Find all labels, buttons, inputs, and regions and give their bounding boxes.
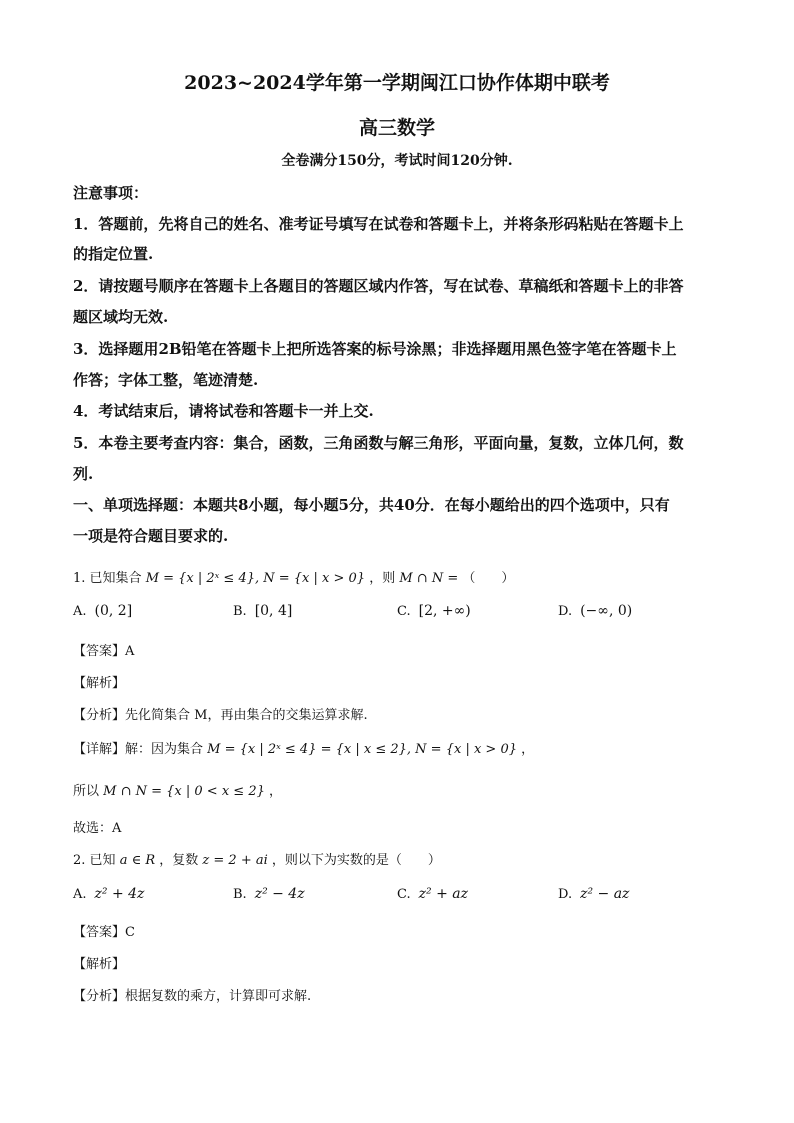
question-1-stem [73,567,514,586]
q2-answer: 【答案】C [73,925,135,940]
q1-fenxi: 【分析】先化简集合 M，再由集合的交集运算求解. [73,708,368,723]
q1-answer: 【答案】A [73,644,135,659]
q2-answer-value: C [125,925,135,940]
section-heading: 一、单项选择题：本题共8小题，每小题5分，共40分．在每小题给出的四个选项中，只有 [73,496,670,514]
q1-mid: ，则 [369,571,396,586]
q1-detail: 【详解】解：因为集合 M = {x | 2ˣ ≤ 4} = {x | x ≤ 2}, N = {x | x > 0} ， [73,742,535,757]
q2-option-a: A. z² + 4z [73,886,145,902]
notice-line: 2．请按题号顺序在答题卡上各题目的答题区域内作答，写在试卷、草稿纸和答题卡上的非答 [73,277,684,295]
q1-analysis-tag: 【解析】 [73,676,126,691]
q1-prefix: 1. 已知集合 [73,571,142,586]
q2-option-b: B. z² − 4z [233,886,305,902]
notice-line: 4．考试结束后，请将试卷和答题卡一并上交. [73,402,374,420]
q2-analysis-tag: 【解析】 [73,957,126,972]
q2-option-c: C. z² + az [397,886,468,902]
notice-line: 3．选择题用2B铅笔在答题卡上把所选答案的标号涂黑；非选择题用黑色签字笔在答题卡上 [73,340,677,358]
score-info: 全卷满分150分，考试时间120分钟. [281,153,513,169]
q2-condition: a ∈ R [119,853,156,868]
q2-option-d: D. z² − az [558,886,630,902]
q1-option-d: D. (−∞, 0) [558,603,633,619]
q2-complex: z = 2 + ai [202,853,268,868]
notice-line: 1．答题前，先将自己的姓名、准考证号填写在试卷和答题卡上，并将条形码粘贴在答题卡上 [73,215,684,233]
exam-title: 2023~2024学年第一学期闽江口协作体期中联考 [184,72,610,94]
q1-conclusion: 所以 M ∩ N = {x | 0 < x ≤ 2} ， [73,784,283,799]
q1-bracket: （ ） [462,571,515,586]
q1-detail-math: M = {x | 2ˣ ≤ 4} = {x | x ≤ 2}, N = {x | x > 0} [207,742,517,757]
q1-choice: 故选：A [73,821,122,836]
q1-option-b: B. [0, 4] [233,603,293,619]
q1-option-a: A. (0, 2] [73,603,133,619]
q1-result-math: M ∩ N = {x | 0 < x ≤ 2} [103,784,265,799]
notice-line: 5．本卷主要考查内容：集合，函数，三角函数与解三角形，平面向量，复数，立体几何，数 [73,434,684,452]
q1-option-c: C. [2, +∞) [397,603,471,619]
notice-line: 列. [73,465,94,483]
notice-heading: 注意事项： [73,184,149,202]
q2-fenxi: 【分析】根据复数的乘方，计算即可求解. [73,989,312,1004]
notice-line: 作答；字体工整，笔迹清楚. [73,371,259,389]
q1-set-expression: M = {x | 2ˣ ≤ 4}, N = {x | x > 0} [145,571,366,586]
notice-line: 的指定位置. [73,245,154,263]
q1-answer-value: A [125,644,135,659]
q1-intersection: M ∩ N = [399,571,459,586]
section-heading-cont: 一项是符合题目要求的. [73,527,229,545]
exam-subject: 高三数学 [358,117,435,139]
question-2-stem: 2. 已知 a ∈ R ，复数 z = 2 + ai ，则以下为实数的是（ ） [73,853,441,868]
notice-line: 题区域均无效. [73,308,169,326]
